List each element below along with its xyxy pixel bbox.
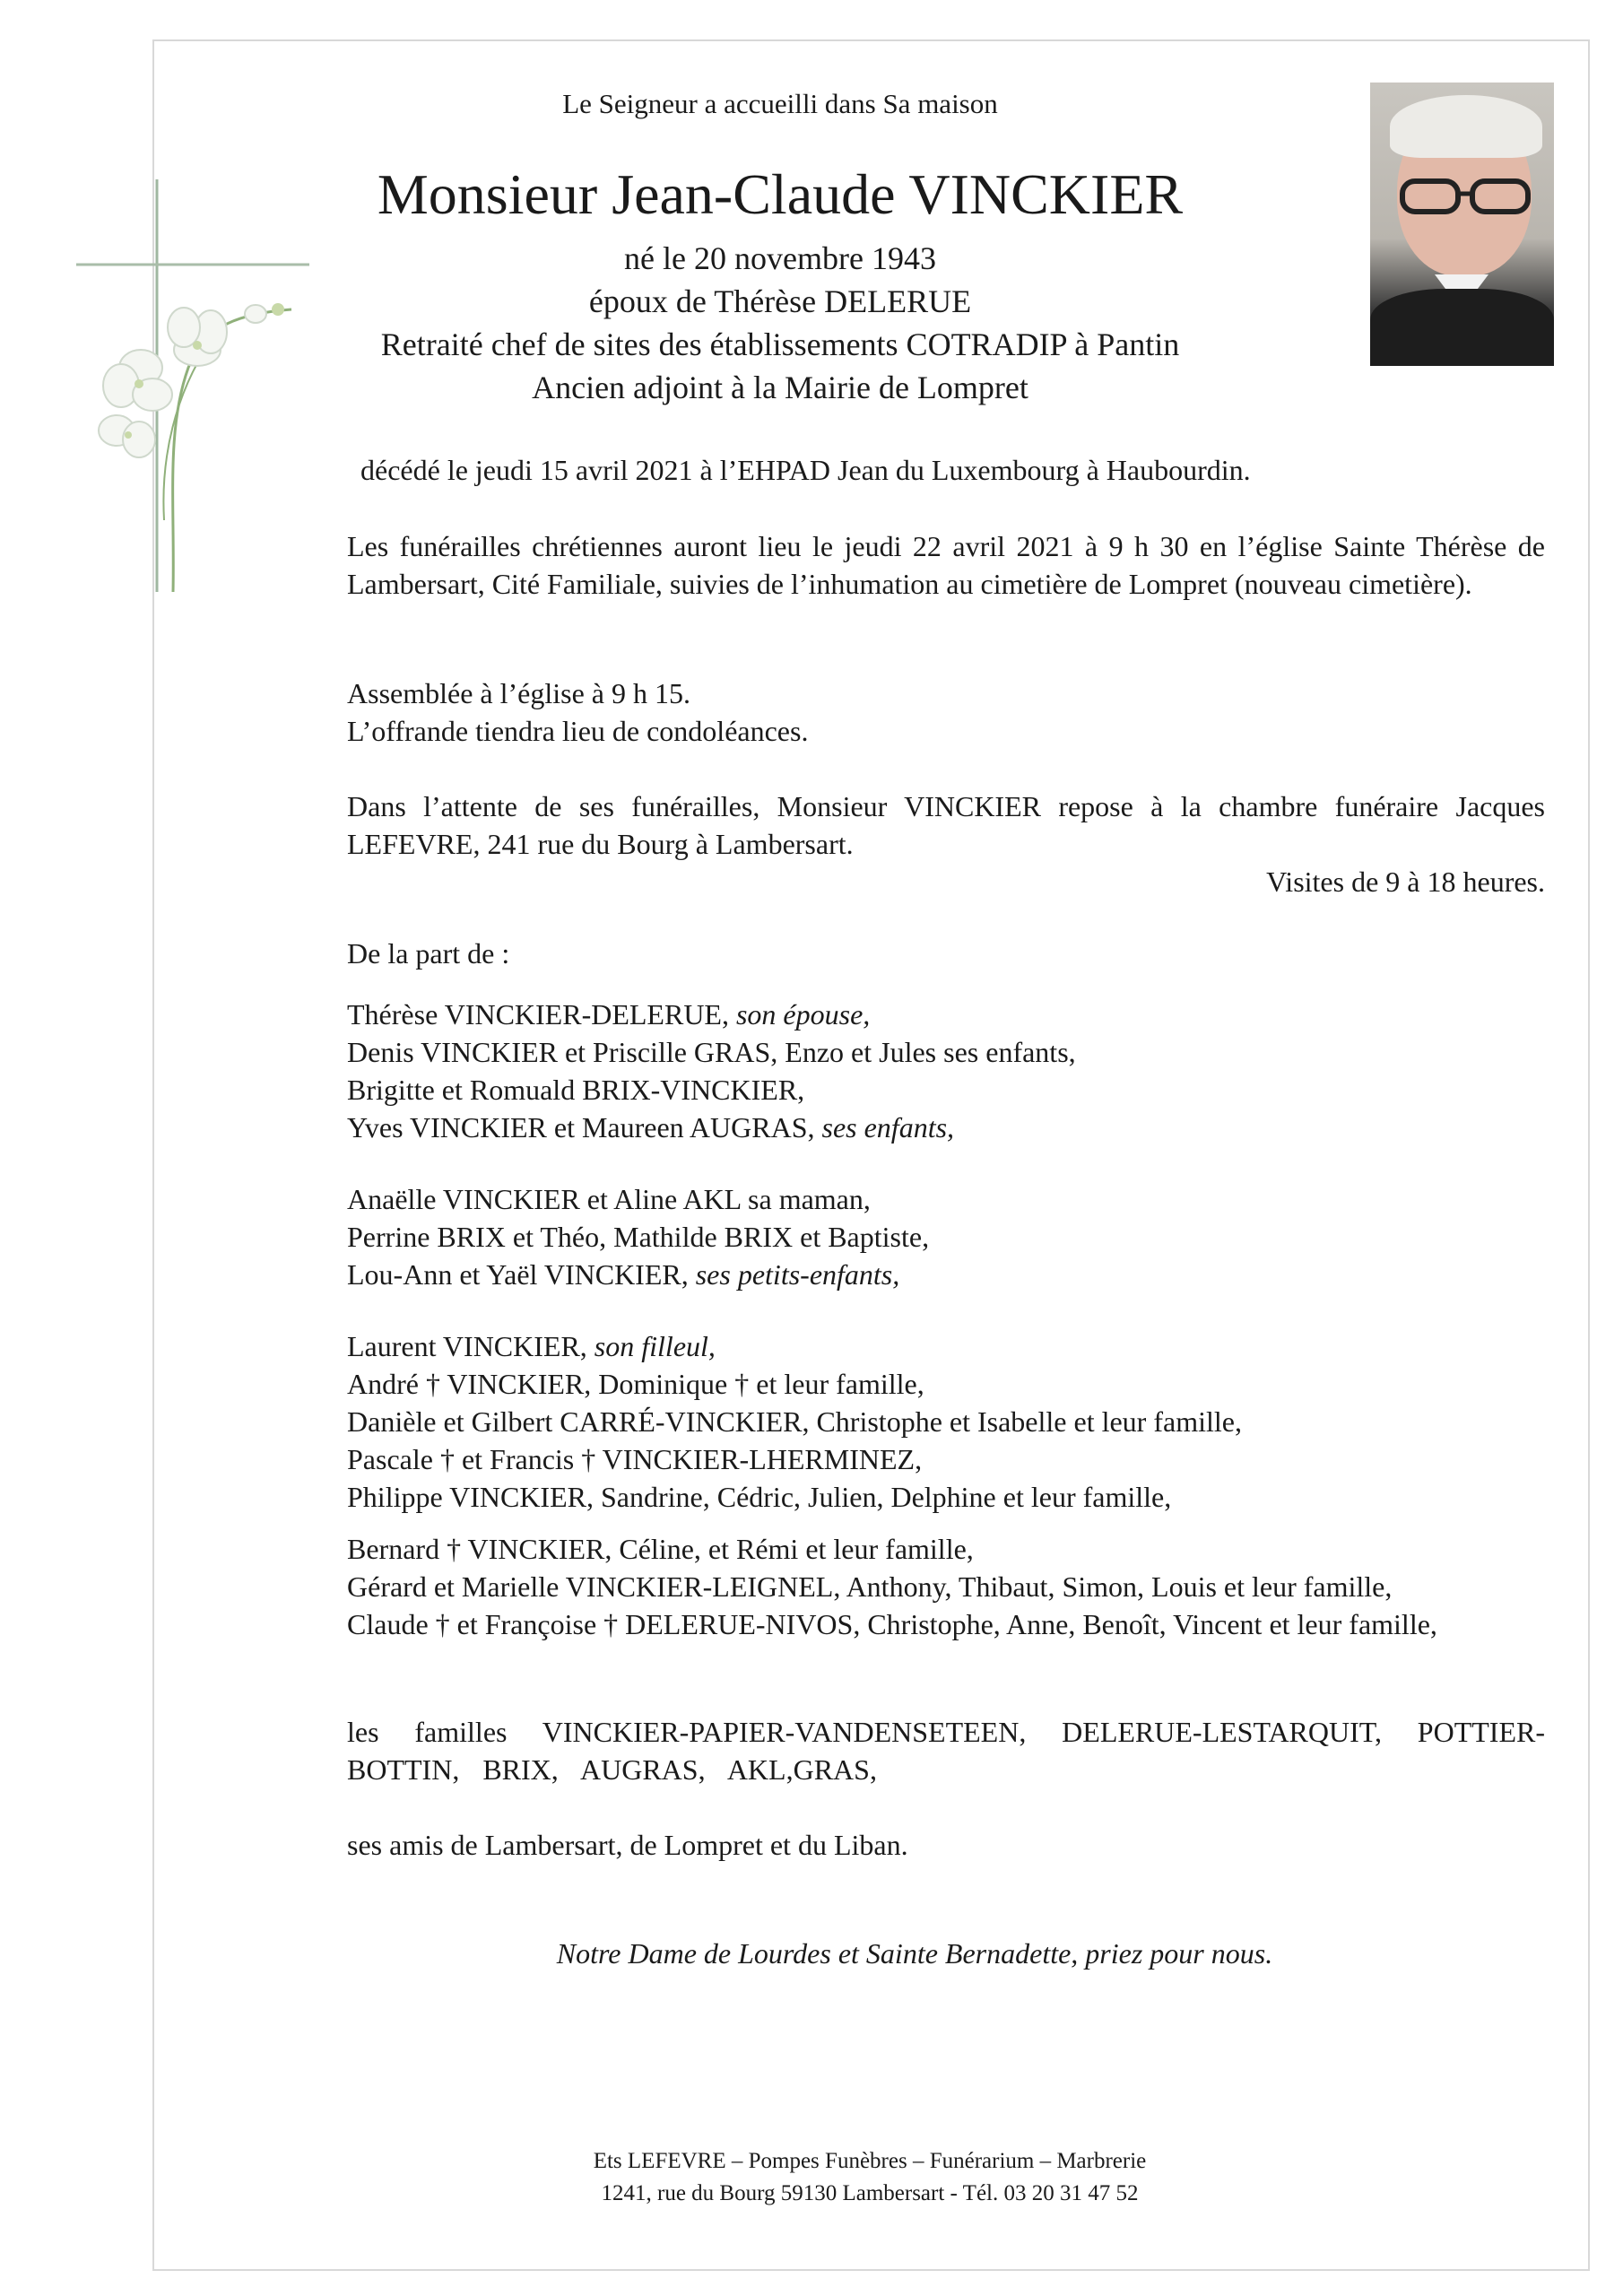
family-line: Brigitte et Romuald BRIX-VINCKIER, xyxy=(347,1074,805,1106)
family-line: André † VINCKIER, Dominique † et leur famille, xyxy=(347,1368,924,1400)
funeral-home-line: Ets LEFEVRE – Pompes Funèbres – Funérarium – Marbrerie xyxy=(593,2149,1147,2173)
funeral-details: Les funérailles chrétiennes auront lieu le jeudi 22 avril 2021 à 9 h 30 en l’église Sainte Thérèse de Lambersart, Cité Familiale, suivies de l’inhumation au cimetière de Lompret (nouveau cimetière). xyxy=(347,530,1545,600)
families-line: les familles VINCKIER-PAPIER-VANDENSETEEN, DELERUE-LESTARQUIT, POTTIER-BOTTIN, BRIX, AUGRAS, AKL,GRAS, xyxy=(347,1716,1545,1786)
family-group-3 xyxy=(347,1327,1545,1516)
family-line: Thérèse VINCKIER-DELERUE, son épouse, xyxy=(347,998,871,1031)
assembly-line: Assemblée à l’église à 9 h 15. xyxy=(347,677,690,709)
offering-line: L’offrande tiendra lieu de condoléances. xyxy=(347,715,809,747)
family-line: Pascale † et Francis † VINCKIER-LHERMINEZ, xyxy=(347,1443,923,1475)
family-line: Bernard † VINCKIER, Céline, et Rémi et leur famille, xyxy=(347,1533,974,1565)
cross-orchid-icon xyxy=(67,161,309,601)
rest-details: Dans l’attente de ses funérailles, Monsieur VINCKIER repose à la chambre funéraire Jacques LEFEVRE, 241 rue du Bourg à Lambersart. xyxy=(347,790,1545,860)
family-line: Denis VINCKIER et Priscille GRAS, Enzo et Jules ses enfants, xyxy=(347,1036,1076,1068)
portrait-photo xyxy=(1370,83,1554,366)
family-line: Danièle et Gilbert CARRÉ-VINCKIER, Christophe et Isabelle et leur famille, xyxy=(347,1405,1242,1438)
office-line: Ancien adjoint à la Mairie de Lompret xyxy=(532,370,1028,405)
prayer-line: Notre Dame de Lourdes et Sainte Bernadette, priez pour nous. xyxy=(556,1937,1273,1970)
family-line: Laurent VINCKIER, son filleul, xyxy=(347,1330,716,1362)
family-group-4 xyxy=(347,1530,1545,1643)
birth-line: né le 20 novembre 1943 xyxy=(624,240,936,276)
family-line: Yves VINCKIER et Maureen AUGRAS, ses enfants, xyxy=(347,1111,955,1144)
deceased-name: Monsieur Jean-Claude VINCKIER xyxy=(377,162,1184,226)
intro-line: Le Seigneur a accueilli dans Sa maison xyxy=(562,88,998,119)
family-line: Claude † et Françoise † DELERUE-NIVOS, Christophe, Anne, Benoît, Vincent et leur famille, xyxy=(347,1608,1437,1640)
death-notice: décédé le jeudi 15 avril 2021 à l’EHPAD Jean du Luxembourg à Haubourdin. xyxy=(360,454,1251,486)
friends-line: ses amis de Lambersart, de Lompret et du Liban. xyxy=(347,1829,908,1861)
family-line: Gérard et Marielle VINCKIER-LEIGNEL, Anthony, Thibaut, Simon, Louis et leur famille, xyxy=(347,1570,1393,1603)
from-label: De la part de : xyxy=(347,937,510,970)
funeral-home-address: 1241, rue du Bourg 59130 Lambersart - Tél. 03 20 31 47 52 xyxy=(601,2181,1139,2205)
family-line: Perrine BRIX et Théo, Mathilde BRIX et Baptiste, xyxy=(347,1221,930,1253)
family-line: Lou-Ann et Yaël VINCKIER, ses petits-enfants, xyxy=(347,1258,900,1291)
family-group-1 xyxy=(347,996,1545,1146)
family-line: Anaëlle VINCKIER et Aline AKL sa maman, xyxy=(347,1183,871,1215)
career-line: Retraité chef de sites des établissements COTRADIP à Pantin xyxy=(380,326,1180,362)
visits-line: Visites de 9 à 18 heures. xyxy=(1266,865,1545,898)
family-group-2 xyxy=(347,1180,1545,1293)
spouse-line: époux de Thérèse DELERUE xyxy=(588,283,972,319)
family-line: Philippe VINCKIER, Sandrine, Cédric, Julien, Delphine et leur famille, xyxy=(347,1481,1172,1513)
